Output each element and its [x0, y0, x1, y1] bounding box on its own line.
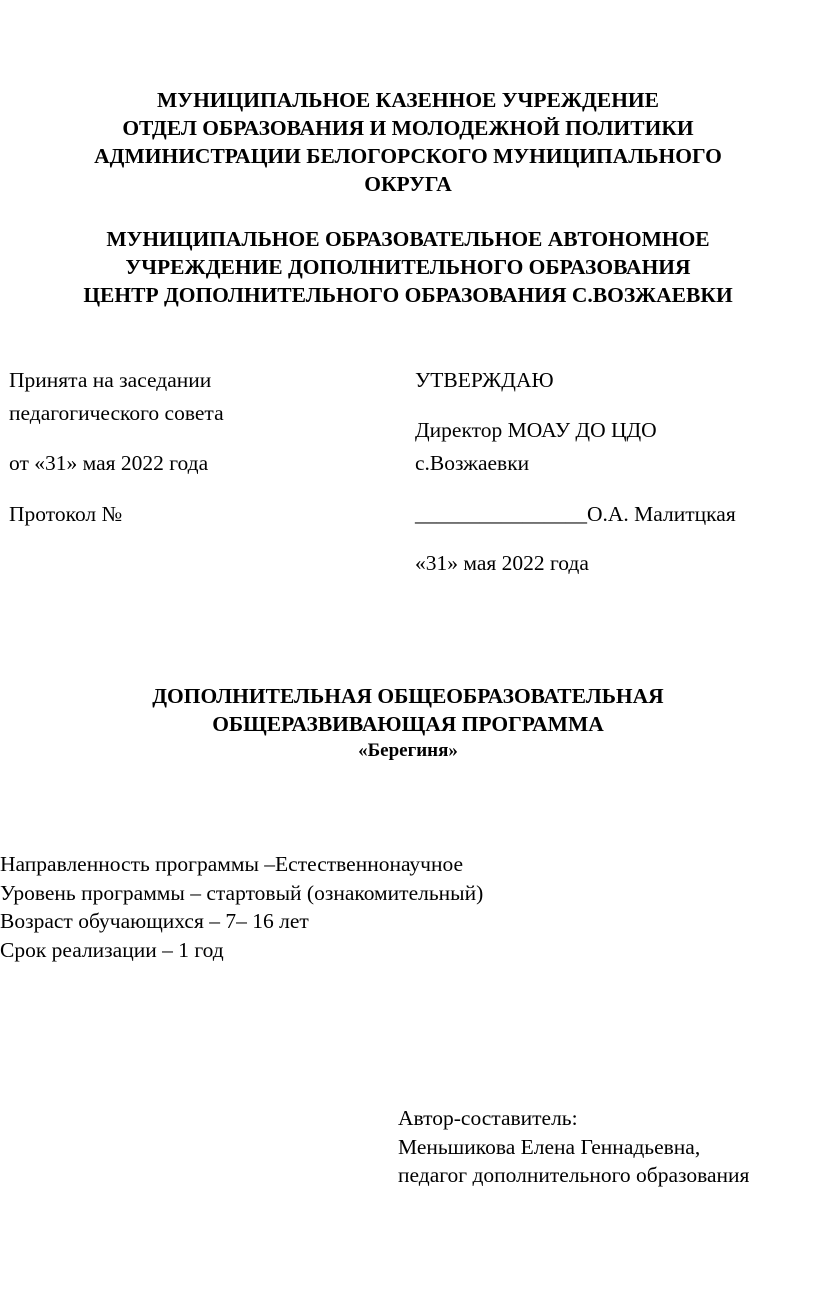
param-direction: Направленность программы –Естественнонаучное [0, 852, 464, 876]
param-level: Уровень программы – стартовый (ознакомительный) [0, 880, 484, 905]
program-params [0, 850, 483, 964]
organization-header [0, 86, 816, 198]
program-title-line2: ОБЩЕРАЗВИВАЮЩАЯ ПРОГРАММА [212, 712, 604, 736]
director-line1: Директор МОАУ ДО ЦДО [415, 418, 657, 442]
director-line2: с.Возжаевки [415, 451, 530, 475]
program-title [0, 682, 816, 764]
param-duration: Срок реализации – 1 год [0, 937, 224, 962]
program-title-line1: ДОПОЛНИТЕЛЬНАЯ ОБЩЕОБРАЗОВАТЕЛЬНАЯ [152, 684, 664, 708]
school-line: МУНИЦИПАЛЬНОЕ ОБРАЗОВАТЕЛЬНОЕ АВТОНОМНОЕ [106, 227, 710, 251]
protocol-label: Протокол № [9, 502, 123, 526]
accepted-date: от «31» мая 2022 года [9, 451, 209, 475]
school-header [0, 225, 816, 309]
school-line: УЧРЕЖДЕНИЕ ДОПОЛНИТЕЛЬНОГО ОБРАЗОВАНИЯ [125, 255, 691, 279]
author-position: педагог дополнительного образования [398, 1163, 750, 1187]
school-line: ЦЕНТР ДОПОЛНИТЕЛЬНОГО ОБРАЗОВАНИЯ С.ВОЗЖАЕВКИ [83, 283, 733, 307]
author-label: Автор-составитель: [398, 1106, 578, 1130]
accepted-text-line2: педагогического совета [9, 401, 224, 425]
accepted-text-line1: Принята на заседании [9, 368, 212, 392]
approve-label: УТВЕРЖДАЮ [415, 368, 554, 392]
author-name: Меньшикова Елена Геннадьевна, [398, 1134, 701, 1159]
param-age: Возраст обучающихся – 7– 16 лет [0, 909, 309, 933]
approval-date: «31» мая 2022 года [415, 551, 589, 575]
org-line: АДМИНИСТРАЦИИ БЕЛОГОРСКОГО МУНИЦИПАЛЬНОГО [94, 144, 722, 168]
signature-line: ________________О.А. Малитцкая [415, 502, 736, 526]
org-line: ОКРУГА [364, 172, 452, 196]
org-line: ОТДЕЛ ОБРАЗОВАНИЯ И МОЛОДЕЖНОЙ ПОЛИТИКИ [122, 116, 694, 140]
author-block [398, 1104, 749, 1190]
org-line: МУНИЦИПАЛЬНОЕ КАЗЕННОЕ УЧРЕЖДЕНИЕ [157, 88, 659, 112]
program-name: «Берегиня» [358, 740, 458, 761]
